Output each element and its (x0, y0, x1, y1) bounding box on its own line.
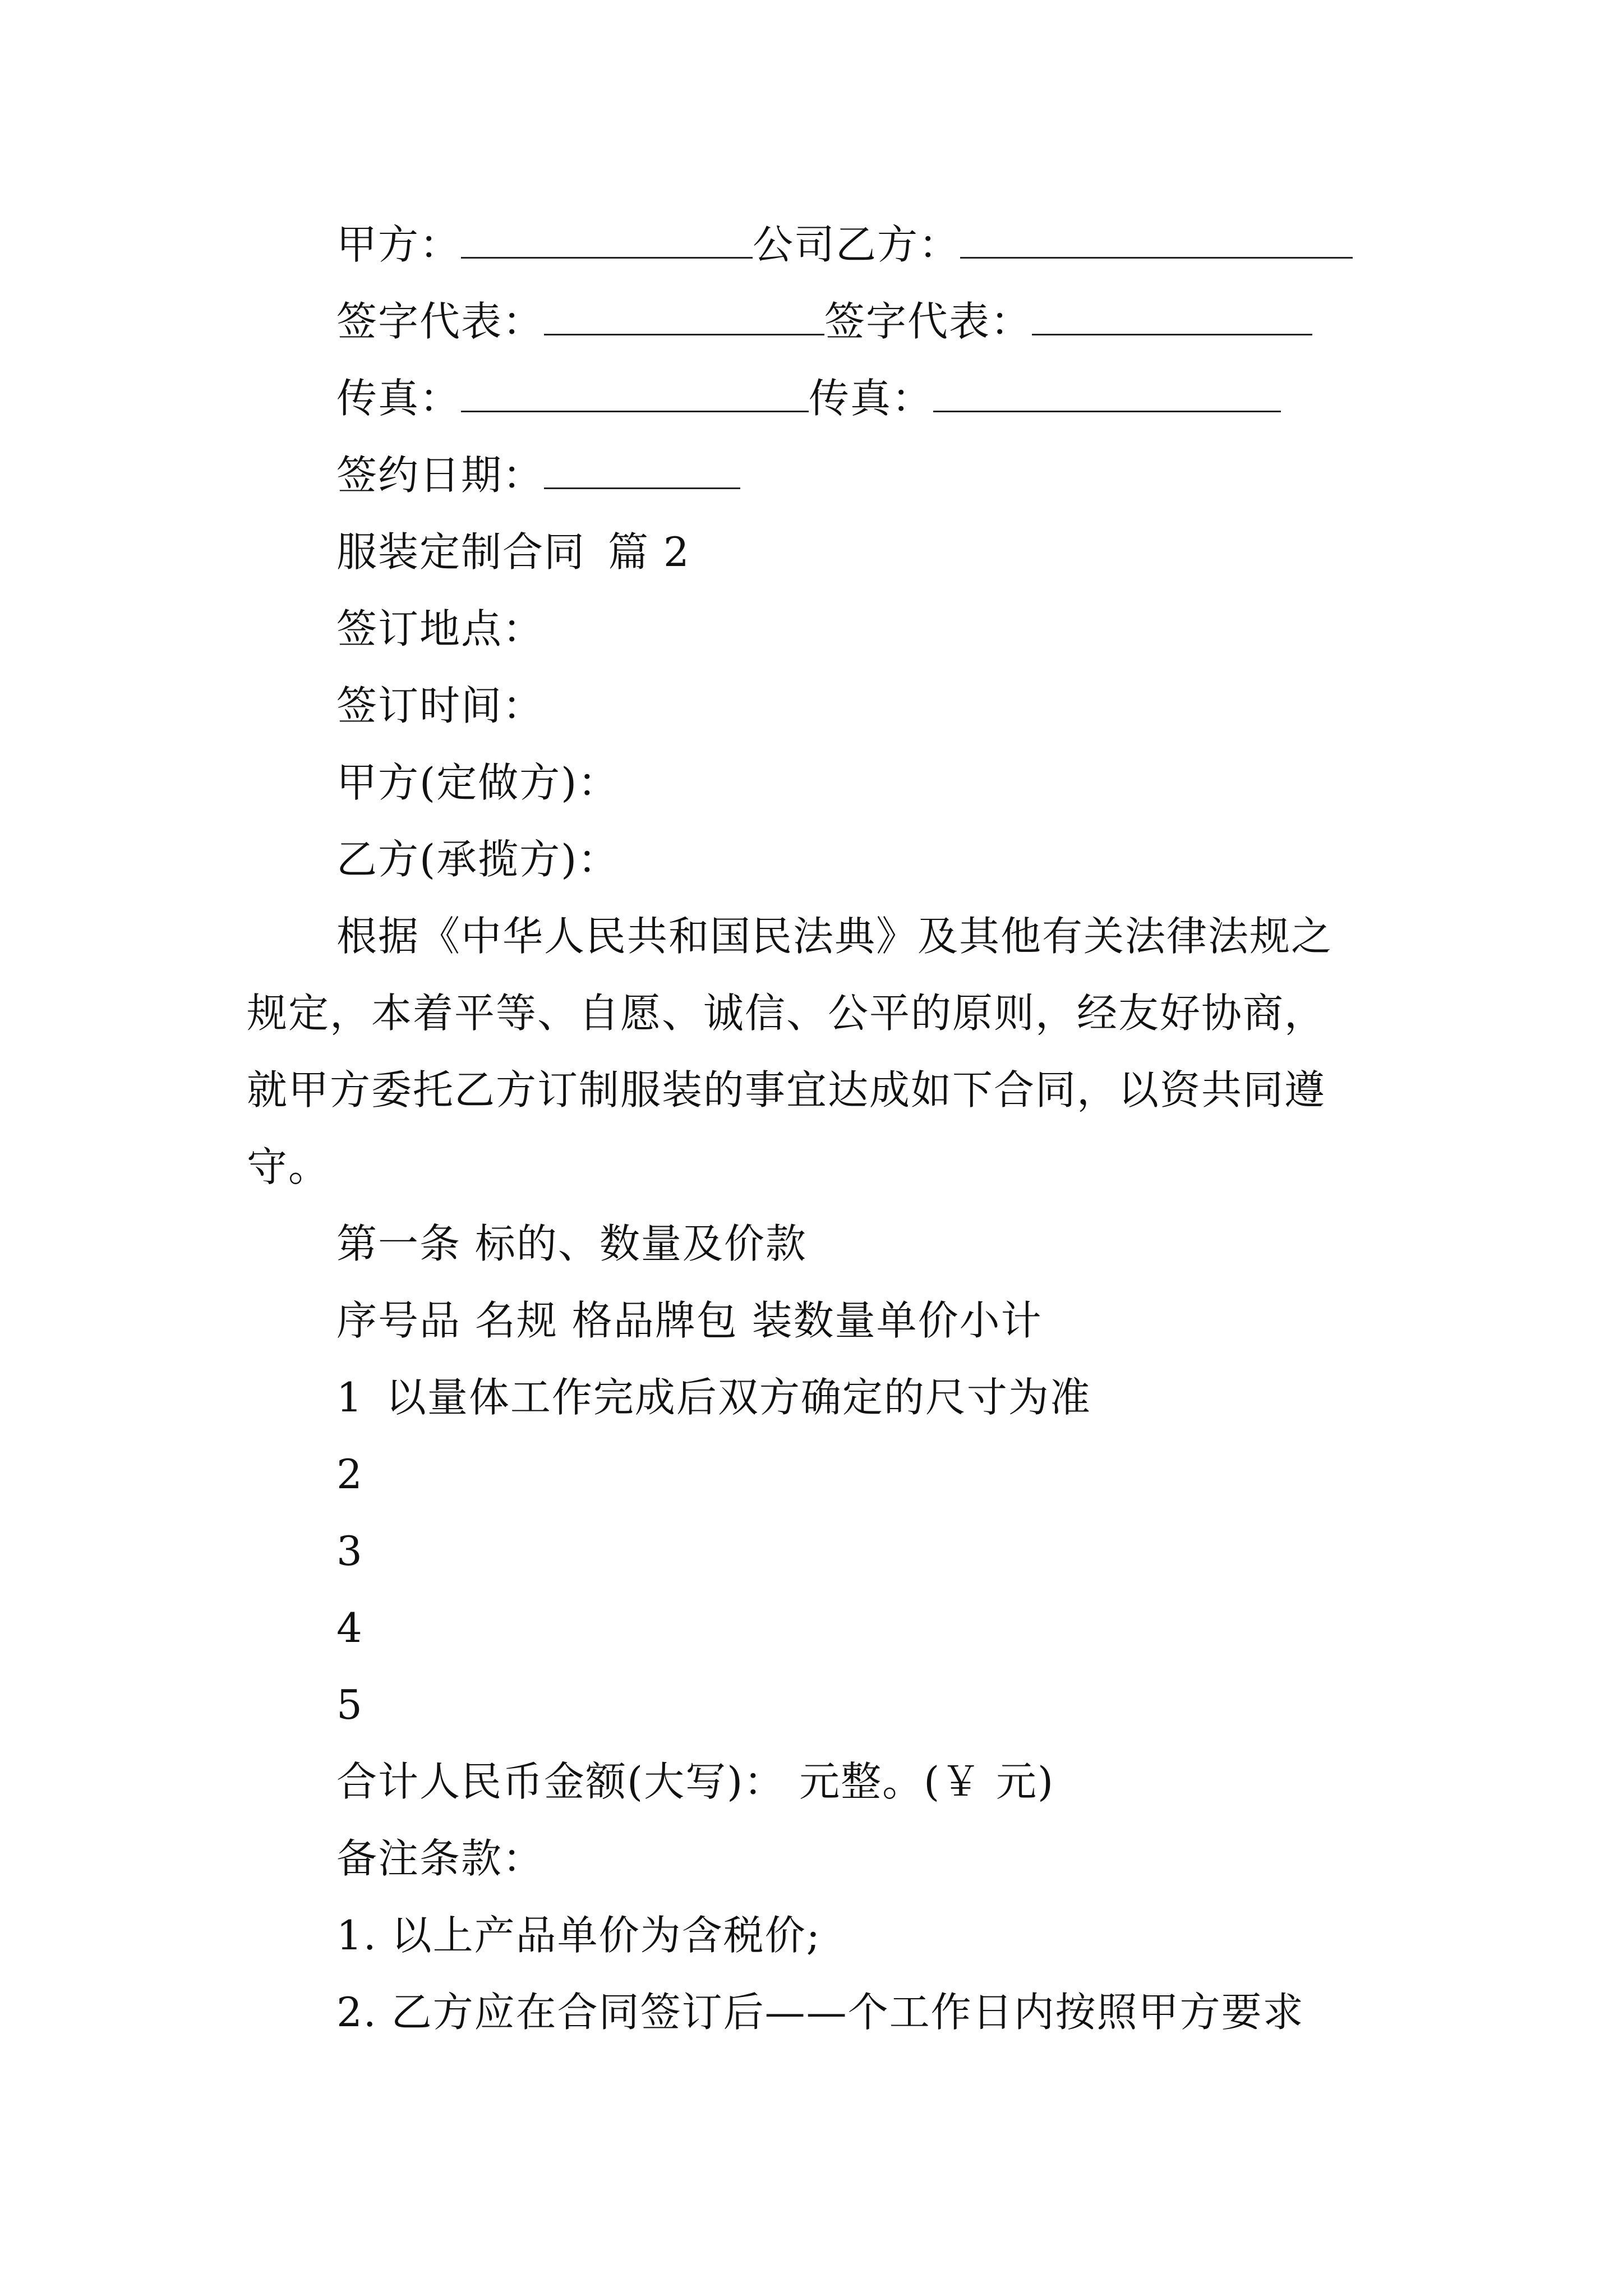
party-a-line (336, 756, 619, 809)
intro-line-4: 守。 (247, 1143, 330, 1190)
table-header: 序号品 名规 格品牌包 装数量单价小计 (336, 1297, 1043, 1344)
fax-a-blank (461, 376, 809, 412)
table-row (336, 1524, 363, 1578)
table-row (336, 1678, 363, 1732)
remark-item-1: 1. 以上产品单价为含税价; (336, 1912, 821, 1959)
total-amount-line: 合计人民币金额(大写)： 元整。(￥ 元) (336, 1758, 1055, 1805)
remark-item-2: 2. 乙方应在合同签订后——个工作日内按照甲方要求 (336, 1989, 1304, 2036)
contract-title-line (336, 525, 690, 579)
remarks-heading: 备注条款： (336, 1835, 545, 1882)
place-label: 签订地点： (336, 605, 545, 652)
row-number: 5 (336, 1681, 363, 1728)
intro-line-2: 规定，本着平等、自愿、诚信、公平的原则，经友好协商， (247, 990, 1326, 1037)
intro-line-1: 根据《中华人民共和国民法典》及其他有关法律法规之 (336, 913, 1333, 960)
sign-rep-label-a: 签字代表： (336, 298, 545, 345)
fax-label-a: 传真： (336, 375, 462, 422)
row-number: 4 (336, 1604, 363, 1651)
party-b-blank (960, 222, 1353, 259)
place-line (336, 602, 544, 656)
sign-date-label: 签约日期： (336, 452, 545, 499)
sign-date-blank (544, 453, 740, 489)
table-row (336, 1601, 363, 1655)
party-a-blank (461, 222, 753, 259)
sign-rep-a-blank (544, 299, 824, 335)
time-label: 签订时间： (336, 682, 545, 729)
row-number: 1 (336, 1374, 363, 1421)
party-a-orderer-label: 甲方(定做方)： (336, 759, 620, 806)
table-row (336, 1370, 1091, 1424)
article1-heading: 第一条 标的、数量及价款 (336, 1220, 807, 1267)
fax-line (336, 371, 1281, 425)
company-party-b-label: 公司乙方： (753, 221, 961, 268)
contract-title: 服装定制合同 (336, 528, 586, 576)
row-number: 3 (336, 1527, 363, 1575)
sign-rep-b-blank (1032, 299, 1312, 335)
party-a-signature-line (336, 218, 1353, 272)
sign-representative-line (336, 295, 1312, 348)
table-row (336, 1447, 363, 1501)
party-b-line (336, 832, 619, 886)
time-line (336, 679, 544, 733)
row-number: 2 (336, 1451, 363, 1498)
party-b-contractor-label: 乙方(承揽方)： (336, 836, 620, 883)
sign-rep-label-b: 签字代表： (824, 298, 1032, 345)
fax-label-b: 传真： (809, 375, 934, 422)
intro-line-3: 就甲方委托乙方订制服装的事宜达成如下合同，以资共同遵 (247, 1066, 1326, 1114)
row-text: 以量体工作完成后双方确定的尺寸为准 (385, 1374, 1091, 1421)
fax-b-blank (933, 376, 1281, 412)
section-tag: 篇 2 (608, 528, 690, 576)
sign-date-line (336, 448, 740, 502)
party-a-label: 甲方： (336, 221, 462, 268)
